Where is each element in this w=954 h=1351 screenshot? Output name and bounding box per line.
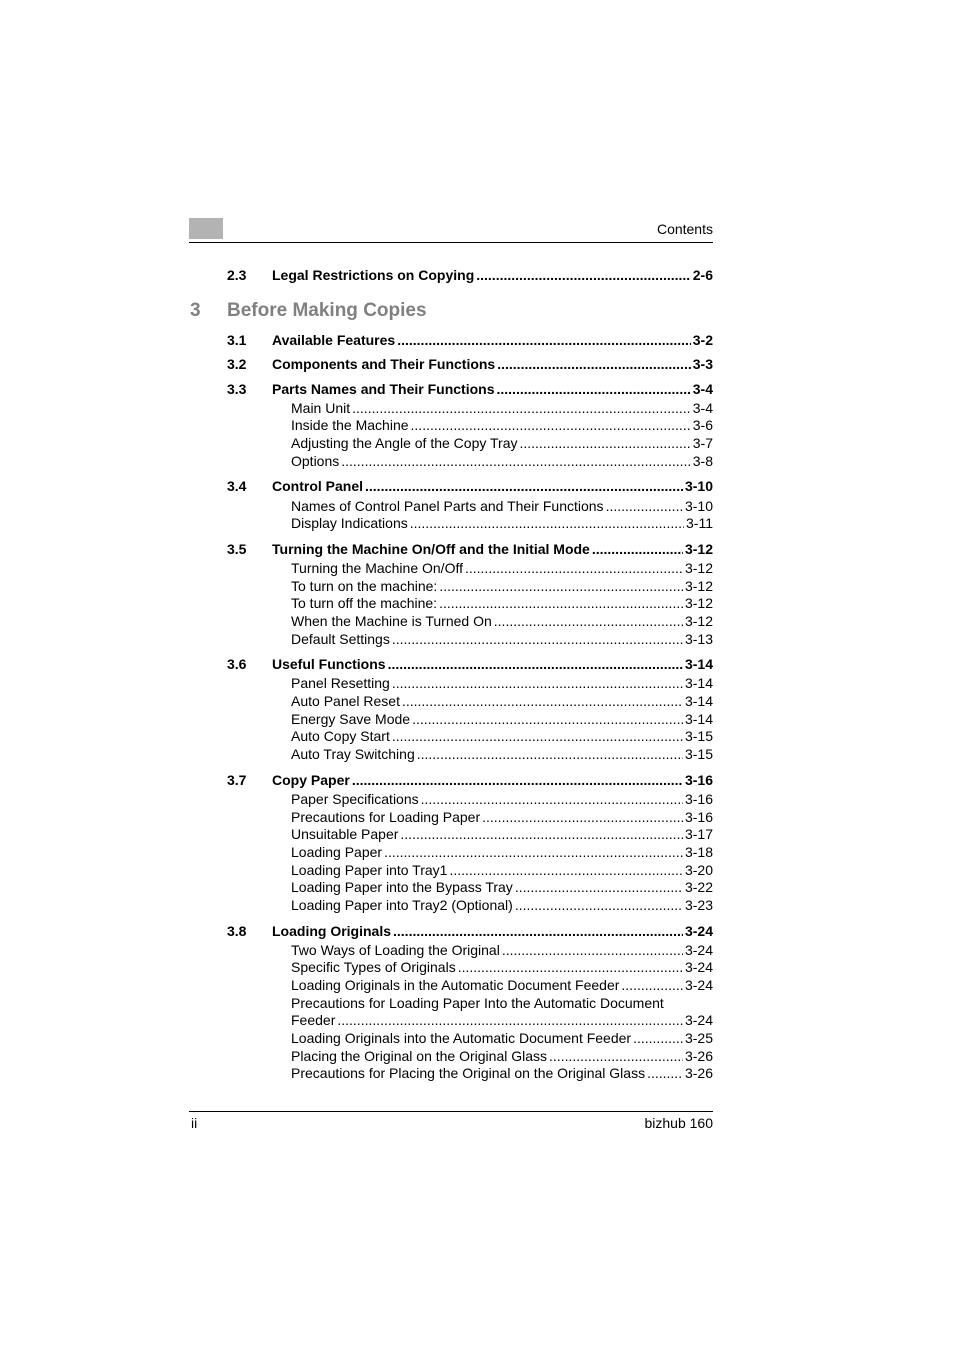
leader-dots bbox=[341, 452, 691, 470]
leader-dots bbox=[592, 540, 683, 558]
page-number: 3-16 bbox=[684, 772, 713, 788]
entry-title: Paper Specifications bbox=[291, 791, 419, 807]
leader-dots bbox=[410, 514, 684, 532]
leader-dots bbox=[439, 594, 683, 612]
page-number: 3-24 bbox=[684, 923, 713, 939]
page-number: 3-6 bbox=[692, 417, 713, 433]
page-number: 3-3 bbox=[692, 356, 713, 372]
toc-section-2-3[interactable] bbox=[227, 266, 713, 284]
entry-title: To turn off the machine: bbox=[291, 595, 438, 611]
page-number: 3-14 bbox=[684, 693, 713, 709]
page-number: 3-18 bbox=[684, 844, 713, 860]
section-number: 3.5 bbox=[227, 541, 247, 557]
leader-dots bbox=[400, 825, 683, 843]
chapter-number: 3 bbox=[190, 300, 201, 321]
section-number: 3.7 bbox=[227, 772, 247, 788]
toc-section-3-4[interactable] bbox=[227, 477, 713, 495]
leader-dots bbox=[402, 692, 683, 710]
toc-entry-loading-into-adf[interactable] bbox=[291, 1029, 713, 1047]
entry-title: Default Settings bbox=[291, 631, 390, 647]
toc-entry-energy-save-mode[interactable] bbox=[291, 710, 713, 728]
page-number: 3-2 bbox=[692, 332, 713, 348]
leader-dots bbox=[482, 808, 683, 826]
entry-title: Options bbox=[291, 453, 340, 469]
entry-title: Loading Paper bbox=[291, 844, 383, 860]
section-number: 3.8 bbox=[227, 923, 247, 939]
section-number: 3.6 bbox=[227, 656, 247, 672]
toc-entry-main-unit[interactable] bbox=[291, 399, 713, 417]
page-number: 3-24 bbox=[684, 977, 713, 993]
toc-entry-two-ways-loading[interactable] bbox=[291, 941, 713, 959]
page-number: 3-16 bbox=[684, 791, 713, 807]
page-number: 3-10 bbox=[684, 498, 713, 514]
toc-entry-loading-paper[interactable] bbox=[291, 843, 713, 861]
page-number: 3-16 bbox=[684, 809, 713, 825]
entry-title: Adjusting the Angle of the Copy Tray bbox=[291, 435, 518, 451]
page-number: 3-17 bbox=[684, 826, 713, 842]
toc-entry-specific-originals[interactable] bbox=[291, 958, 713, 976]
entry-title: Auto Panel Reset bbox=[291, 693, 400, 709]
toc-entry-precautions-loading-paper[interactable] bbox=[291, 808, 713, 826]
page-number: 3-20 bbox=[684, 862, 713, 878]
leader-dots bbox=[515, 878, 683, 896]
entry-title: Loading Paper into Tray1 bbox=[291, 862, 448, 878]
toc-section-3-8[interactable] bbox=[227, 922, 713, 940]
leader-dots bbox=[549, 1047, 683, 1065]
section-title: Loading Originals bbox=[272, 923, 392, 939]
leader-dots bbox=[392, 630, 683, 648]
chapter-heading bbox=[190, 300, 427, 322]
leader-dots bbox=[519, 434, 690, 452]
section-title: Copy Paper bbox=[272, 772, 350, 788]
toc-entry-loading-in-adf[interactable] bbox=[291, 976, 713, 994]
toc-entry-inside-machine[interactable] bbox=[291, 416, 713, 434]
toc-entry-auto-panel-reset[interactable] bbox=[291, 692, 713, 710]
entry-title: Inside the Machine bbox=[291, 417, 409, 433]
leader-dots bbox=[392, 727, 683, 745]
section-number: 3.3 bbox=[227, 381, 247, 397]
chapter-tab-marker bbox=[189, 218, 223, 239]
toc-entry-loading-bypass-tray[interactable] bbox=[291, 878, 713, 896]
toc-section-3-6[interactable] bbox=[227, 655, 713, 673]
leader-dots bbox=[337, 1011, 683, 1029]
entry-title: Turning the Machine On/Off bbox=[291, 560, 463, 576]
entry-title: Panel Resetting bbox=[291, 675, 390, 691]
page-number: 3-26 bbox=[684, 1048, 713, 1064]
toc-entry-display-indications[interactable] bbox=[291, 514, 713, 532]
section-title: Control Panel bbox=[272, 478, 364, 494]
page-number: 3-22 bbox=[684, 879, 713, 895]
entry-title: Unsuitable Paper bbox=[291, 826, 399, 842]
page-number: 3-15 bbox=[684, 746, 713, 762]
section-number: 2.3 bbox=[227, 267, 247, 283]
page-number: 3-23 bbox=[684, 897, 713, 913]
toc-section-3-7[interactable] bbox=[227, 771, 713, 789]
section-number: 3.2 bbox=[227, 356, 247, 372]
entry-title: Two Ways of Loading the Original bbox=[291, 942, 500, 958]
footer-rule bbox=[189, 1111, 713, 1112]
leader-dots bbox=[439, 577, 683, 595]
entry-title: Auto Copy Start bbox=[291, 728, 390, 744]
page-number: 3-13 bbox=[684, 631, 713, 647]
page-number: 3-24 bbox=[684, 1012, 713, 1028]
leader-dots bbox=[352, 399, 691, 417]
leader-dots bbox=[384, 843, 683, 861]
toc-entry-precautions-adf-line1[interactable]: Precautions for Loading Paper Into the Automatic Document bbox=[291, 995, 664, 1011]
section-title: Available Features bbox=[272, 332, 396, 348]
section-title: Turning the Machine On/Off and the Initial Mode bbox=[272, 541, 590, 557]
toc-entry-copy-tray-angle[interactable] bbox=[291, 434, 713, 452]
toc-entry-default-settings[interactable] bbox=[291, 630, 713, 648]
leader-dots bbox=[412, 710, 683, 728]
page-number: 3-12 bbox=[684, 613, 713, 629]
entry-title: Loading Originals into the Automatic Document Feeder bbox=[291, 1030, 632, 1046]
page-number: 2-6 bbox=[692, 267, 713, 283]
page-number: 3-10 bbox=[684, 478, 713, 494]
page-number: 3-15 bbox=[684, 728, 713, 744]
entry-title: Precautions for Placing the Original on the Original Glass bbox=[291, 1065, 646, 1081]
page-number: 3-12 bbox=[684, 560, 713, 576]
entry-title: Loading Paper into Tray2 (Optional) bbox=[291, 897, 513, 913]
entry-title: When the Machine is Turned On bbox=[291, 613, 492, 629]
page-number: 3-4 bbox=[692, 400, 713, 416]
toc-entry-control-panel-parts[interactable] bbox=[291, 497, 713, 515]
page-number: 3-14 bbox=[684, 675, 713, 691]
leader-dots bbox=[502, 941, 683, 959]
entry-title: Names of Control Panel Parts and Their Functions bbox=[291, 498, 604, 514]
page-number: 3-12 bbox=[684, 578, 713, 594]
leader-dots bbox=[465, 559, 683, 577]
leader-dots bbox=[388, 655, 683, 673]
leader-dots bbox=[392, 674, 683, 692]
footer-page-number: ii bbox=[191, 1115, 198, 1131]
leader-dots bbox=[606, 497, 683, 515]
toc-section-3-5[interactable] bbox=[227, 540, 713, 558]
page-number: 3-12 bbox=[684, 595, 713, 611]
entry-title: Loading Originals in the Automatic Document Feeder bbox=[291, 977, 620, 993]
toc-section-3-3[interactable] bbox=[227, 380, 713, 398]
page-number: 3-14 bbox=[684, 656, 713, 672]
toc-entry-loading-tray1[interactable] bbox=[291, 861, 713, 879]
page-number: 3-4 bbox=[692, 381, 713, 397]
leader-dots bbox=[417, 745, 683, 763]
header-title: Contents bbox=[656, 221, 713, 237]
toc-entry-paper-specifications[interactable] bbox=[291, 790, 713, 808]
page-number: 3-14 bbox=[684, 711, 713, 727]
page-number: 3-8 bbox=[692, 453, 713, 469]
section-number: 3.4 bbox=[227, 478, 247, 494]
leader-dots bbox=[397, 331, 691, 349]
toc-entry-options[interactable] bbox=[291, 452, 713, 470]
page-number: 3-12 bbox=[684, 541, 713, 557]
entry-title: Main Unit bbox=[291, 400, 351, 416]
entry-title: Auto Tray Switching bbox=[291, 746, 415, 762]
toc-entry-auto-copy-start[interactable] bbox=[291, 727, 713, 745]
header-rule bbox=[189, 242, 713, 243]
toc-section-3-1[interactable] bbox=[227, 331, 713, 349]
page-number: 3-24 bbox=[684, 959, 713, 975]
entry-title: Display Indications bbox=[291, 515, 408, 531]
page-number: 3-25 bbox=[684, 1030, 713, 1046]
section-title: Useful Functions bbox=[272, 656, 386, 672]
section-title: Legal Restrictions on Copying bbox=[272, 267, 475, 283]
leader-dots bbox=[621, 976, 683, 994]
leader-dots bbox=[458, 958, 683, 976]
leader-dots bbox=[476, 266, 691, 284]
toc-entry-placing-on-glass[interactable] bbox=[291, 1047, 713, 1065]
entry-title: Specific Types of Originals bbox=[291, 959, 456, 975]
leader-dots bbox=[633, 1029, 683, 1047]
toc-entry-panel-resetting[interactable] bbox=[291, 674, 713, 692]
leader-dots bbox=[411, 416, 691, 434]
leader-dots bbox=[365, 477, 683, 495]
leader-dots bbox=[352, 771, 683, 789]
entry-title: Precautions for Loading Paper bbox=[291, 809, 481, 825]
entry-title: Placing the Original on the Original Glass bbox=[291, 1048, 548, 1064]
section-title: Components and Their Functions bbox=[272, 356, 496, 372]
entry-title: Feeder bbox=[291, 1012, 336, 1028]
toc-entry-auto-tray-switching[interactable] bbox=[291, 745, 713, 763]
leader-dots bbox=[497, 380, 691, 398]
page-number: 3-26 bbox=[684, 1065, 713, 1081]
leader-dots bbox=[421, 790, 683, 808]
toc-entry-loading-tray2[interactable] bbox=[291, 896, 713, 914]
entry-title: Energy Save Mode bbox=[291, 711, 411, 727]
toc-entry-unsuitable-paper[interactable] bbox=[291, 825, 713, 843]
leader-dots bbox=[647, 1064, 683, 1082]
leader-dots bbox=[515, 896, 683, 914]
entry-title: Loading Paper into the Bypass Tray bbox=[291, 879, 513, 895]
toc-entry-precautions-adf[interactable] bbox=[291, 1011, 713, 1029]
toc-entry-when-turned-on[interactable] bbox=[291, 612, 713, 630]
toc-entry-turning-on-off[interactable] bbox=[291, 559, 713, 577]
leader-dots bbox=[449, 861, 683, 879]
toc-section-3-2[interactable] bbox=[227, 355, 713, 373]
page-number: 3-11 bbox=[686, 515, 713, 531]
leader-dots bbox=[393, 922, 683, 940]
chapter-title: Before Making Copies bbox=[227, 300, 427, 321]
page-number: 3-7 bbox=[692, 435, 713, 451]
entry-title: To turn on the machine: bbox=[291, 578, 438, 594]
leader-dots bbox=[497, 355, 691, 373]
section-title: Parts Names and Their Functions bbox=[272, 381, 495, 397]
leader-dots bbox=[494, 612, 683, 630]
toc-entry-turn-on[interactable] bbox=[291, 577, 713, 595]
toc-entry-precautions-glass[interactable] bbox=[291, 1064, 713, 1082]
page-number: 3-24 bbox=[684, 942, 713, 958]
section-number: 3.1 bbox=[227, 332, 247, 348]
footer-product-name: bizhub 160 bbox=[644, 1115, 713, 1131]
toc-entry-turn-off[interactable] bbox=[291, 594, 713, 612]
